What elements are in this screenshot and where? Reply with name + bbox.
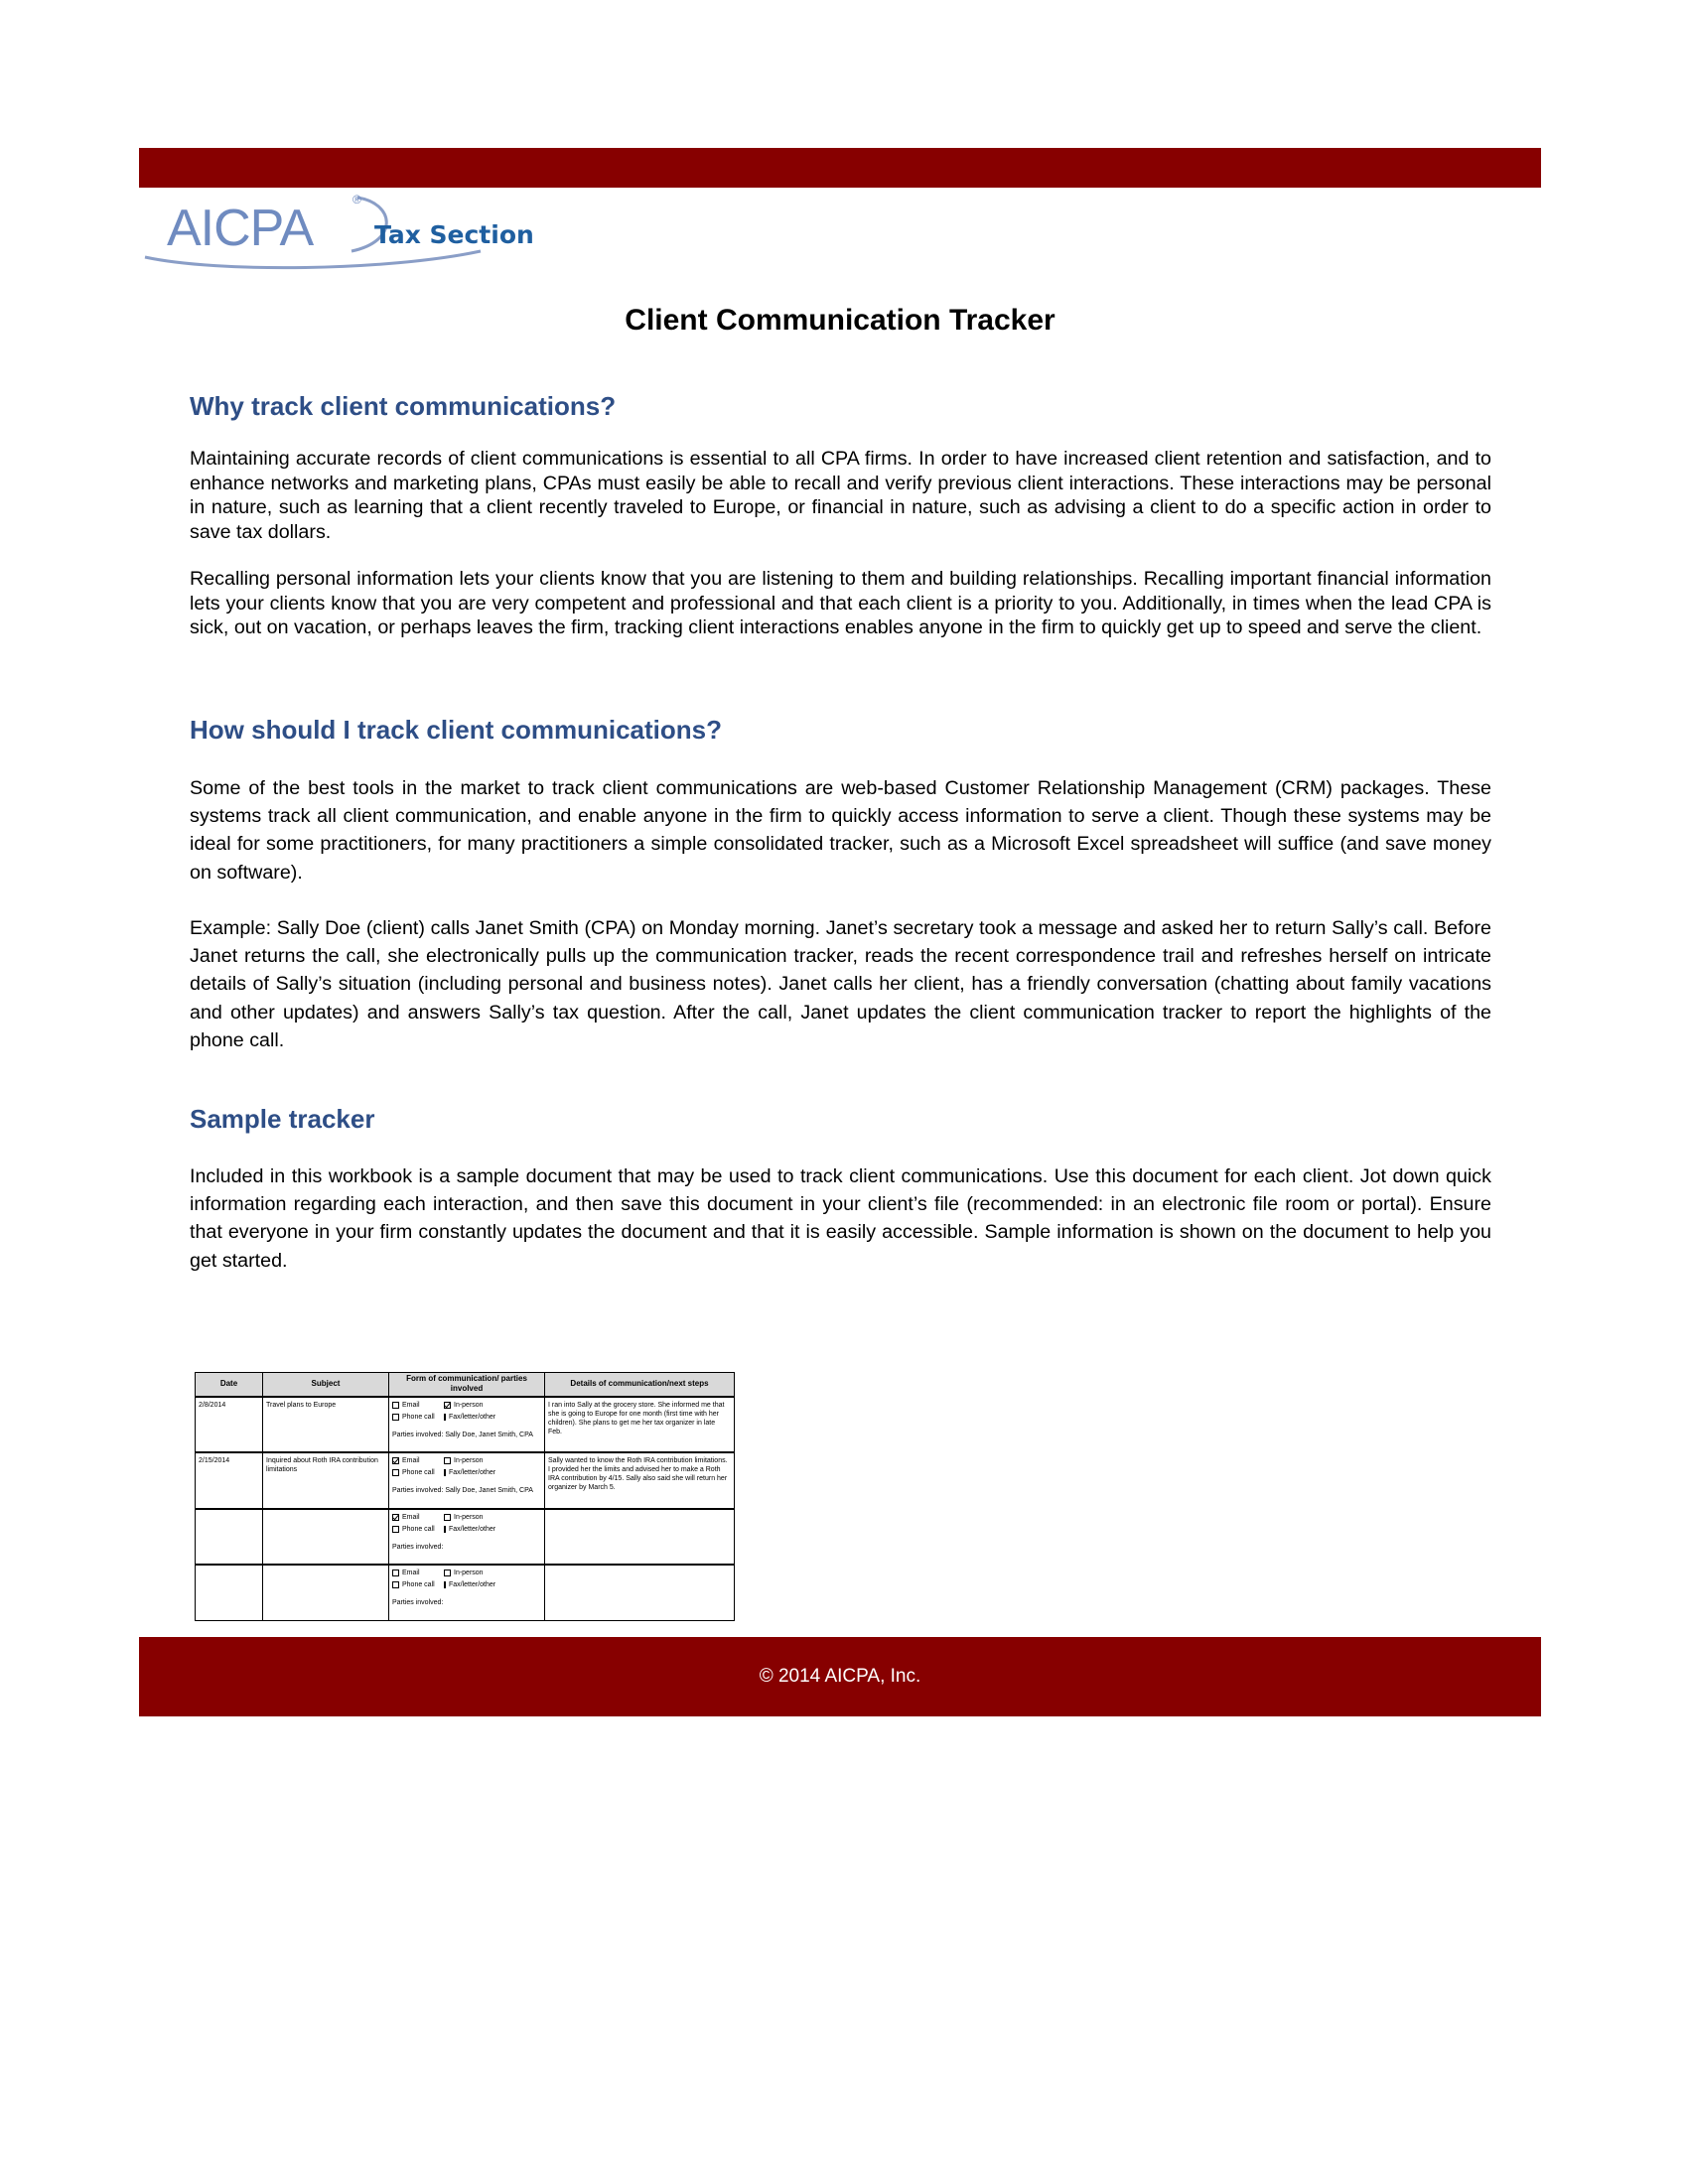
checkbox-icon bbox=[392, 1526, 399, 1533]
paragraph-sample-1: Included in this workbook is a sample document that may be used to track client communications. Use this document for each client. Jot down quick information regarding each interaction, and then save this document in your client’s file (recommended: in an electronic file room or portal). Ensure that everyone in your firm constantly updates the document and that it is easily accessible. Sample information is shown on the document to help you get started. bbox=[190, 1165, 1491, 1272]
form-cell bbox=[389, 1565, 545, 1620]
communication-option bbox=[444, 1580, 496, 1589]
date-cell bbox=[196, 1565, 263, 1620]
option-label: In-person bbox=[454, 1401, 484, 1409]
parties-label: Parties involved: bbox=[392, 1487, 444, 1495]
option-label: Phone call bbox=[402, 1581, 435, 1589]
checkbox-icon bbox=[444, 1414, 446, 1421]
parties-label: Parties involved: bbox=[392, 1431, 444, 1438]
section-heading-how: How should I track client communications? bbox=[190, 715, 722, 745]
option-label: Fax/letter/other bbox=[449, 1413, 496, 1421]
table-row bbox=[196, 1509, 735, 1566]
option-label: In-person bbox=[454, 1513, 484, 1521]
communication-option bbox=[444, 1525, 496, 1534]
date-cell bbox=[196, 1509, 263, 1566]
parties-involved bbox=[392, 1486, 541, 1495]
option-label: Email bbox=[402, 1570, 420, 1577]
aicpa-tax-section-logo bbox=[139, 184, 556, 273]
checkbox-icon bbox=[444, 1469, 446, 1476]
option-label: Email bbox=[402, 1457, 420, 1465]
communication-option bbox=[444, 1401, 492, 1410]
option-label: Phone call bbox=[402, 1525, 435, 1533]
option-label: Phone call bbox=[402, 1413, 435, 1421]
subject-cell bbox=[263, 1565, 389, 1620]
communication-option bbox=[392, 1580, 440, 1589]
communication-option bbox=[392, 1525, 440, 1534]
logo-registered-mark: ® bbox=[352, 193, 361, 206]
communication-option bbox=[392, 1456, 440, 1465]
logo-subtitle: Tax Section bbox=[374, 220, 534, 249]
communication-option bbox=[444, 1468, 496, 1477]
section-heading-sample: Sample tracker bbox=[190, 1104, 375, 1134]
parties-label: Parties involved: bbox=[392, 1543, 444, 1551]
communication-option bbox=[392, 1513, 440, 1522]
section-heading-why: Why track client communications? bbox=[190, 391, 617, 421]
footer-bar bbox=[139, 1637, 1541, 1716]
subject-cell: Inquired about Roth IRA contribution limitations bbox=[263, 1452, 389, 1509]
table-row bbox=[196, 1452, 735, 1509]
checkbox-icon bbox=[392, 1570, 399, 1576]
paragraph-how-2: Example: Sally Doe (client) calls Janet Smith (CPA) on Monday morning. Janet’s secretary took a message and asked her to return Sally’s call. Before Janet returns the call, she electronically pulls up the communication tracker, reads the recent correspondence trail and refreshes herself on intricate details of Sally’s situation (including personal and business notes). Janet calls her client, has a friendly conversation (chatting about family vacations and other updates) and answers Sally’s tax question. After the call, Janet updates the client communication tracker to report the highlights of the phone call. bbox=[190, 917, 1491, 1051]
paragraph-why-2: Recalling personal information lets your clients know that you are listening to them and building relationships. Recalling important financial information lets your clients know that you are very competent and professional and that each client is a priority to you. Additionally, in times when the lead CPA is sick, out on vacation, or perhaps leaves the firm, tracking client interactions enables anyone in the firm to quickly get up to speed and serve the client. bbox=[190, 568, 1491, 638]
header-details: Details of communication/next steps bbox=[545, 1373, 735, 1397]
date-cell: 2/15/2014 bbox=[196, 1452, 263, 1509]
communication-option bbox=[392, 1569, 440, 1577]
sample-tracker-image bbox=[195, 1372, 734, 1621]
parties-value: Sally Doe, Janet Smith, CPA bbox=[445, 1487, 533, 1495]
header-form: Form of communication/ parties involved bbox=[389, 1373, 545, 1397]
table-row bbox=[196, 1397, 735, 1453]
communication-option bbox=[392, 1468, 440, 1477]
details-cell: Sally wanted to know the Roth IRA contribution limitations. I provided her the limits and advised her to make a Roth IRA contribution by 4/15. Sally also said she will return her organizer by March 5. bbox=[545, 1452, 735, 1509]
checkbox-icon bbox=[444, 1581, 446, 1588]
checked-checkbox-icon bbox=[444, 1402, 451, 1409]
form-cell bbox=[389, 1509, 545, 1566]
checkbox-icon bbox=[392, 1469, 399, 1476]
copyright-text: © 2014 AICPA, Inc. bbox=[759, 1666, 921, 1687]
details-cell bbox=[545, 1509, 735, 1566]
checked-checkbox-icon bbox=[392, 1514, 399, 1521]
page-title: Client Communication Tracker bbox=[625, 304, 1055, 337]
date-cell: 2/8/2014 bbox=[196, 1397, 263, 1453]
parties-involved bbox=[392, 1598, 541, 1607]
parties-involved bbox=[392, 1543, 541, 1552]
communication-option bbox=[392, 1413, 440, 1422]
option-label: In-person bbox=[454, 1457, 484, 1465]
communication-option bbox=[444, 1456, 492, 1465]
checkbox-icon bbox=[444, 1570, 451, 1576]
checkbox-icon bbox=[444, 1457, 451, 1464]
option-label: Email bbox=[402, 1513, 420, 1521]
form-cell bbox=[389, 1397, 545, 1453]
communication-option bbox=[392, 1401, 440, 1410]
checkbox-icon bbox=[444, 1526, 446, 1533]
option-label: Fax/letter/other bbox=[449, 1469, 496, 1477]
details-cell: I ran into Sally at the grocery store. She informed me that she is going to Europe for one month (first time with her children). She plans to get me her tax organizer in late Feb. bbox=[545, 1397, 735, 1453]
option-label: Phone call bbox=[402, 1469, 435, 1477]
top-banner-bar bbox=[139, 148, 1541, 188]
logo-brand: AICPA bbox=[167, 200, 314, 257]
paragraph-why-1: Maintaining accurate records of client communications is essential to all CPA firms. In order to have increased client retention and satisfaction, and to enhance networks and marketing plans, CPAs must easily be able to recall and verify previous client interactions. These interactions may be personal in nature, such as learning that a client recently traveled to Europe, or financial in nature, such as advising a client to do a specific action in order to save tax dollars. bbox=[190, 448, 1491, 543]
option-label: In-person bbox=[454, 1570, 484, 1577]
header-subject: Subject bbox=[263, 1373, 389, 1397]
header-date: Date bbox=[196, 1373, 263, 1397]
parties-label: Parties involved: bbox=[392, 1599, 444, 1607]
paragraph-how-1: Some of the best tools in the market to track client communications are web-based Customer Relationship Management (CRM) packages. These systems track all client communication, and enable anyone in the firm to quickly access information to serve a client. Though these systems may be ideal for some practitioners, for many practitioners a simple consolidated tracker, such as a Microsoft Excel spreadsheet will suffice (and save money on software). bbox=[190, 777, 1491, 884]
option-label: Email bbox=[402, 1401, 420, 1409]
parties-value: Sally Doe, Janet Smith, CPA bbox=[445, 1431, 533, 1438]
subject-cell bbox=[263, 1509, 389, 1566]
communication-option bbox=[444, 1413, 496, 1422]
table-row bbox=[196, 1565, 735, 1620]
checkbox-icon bbox=[392, 1581, 399, 1588]
checkbox-icon bbox=[392, 1402, 399, 1409]
option-label: Fax/letter/other bbox=[449, 1525, 496, 1533]
communication-option bbox=[444, 1513, 492, 1522]
checkbox-icon bbox=[392, 1414, 399, 1421]
communication-option bbox=[444, 1569, 492, 1577]
subject-cell: Travel plans to Europe bbox=[263, 1397, 389, 1453]
form-cell bbox=[389, 1452, 545, 1509]
checked-checkbox-icon bbox=[392, 1457, 399, 1464]
option-label: Fax/letter/other bbox=[449, 1581, 496, 1589]
parties-involved bbox=[392, 1431, 541, 1439]
details-cell bbox=[545, 1565, 735, 1620]
checkbox-icon bbox=[444, 1514, 451, 1521]
sample-tracker-table bbox=[195, 1372, 735, 1621]
